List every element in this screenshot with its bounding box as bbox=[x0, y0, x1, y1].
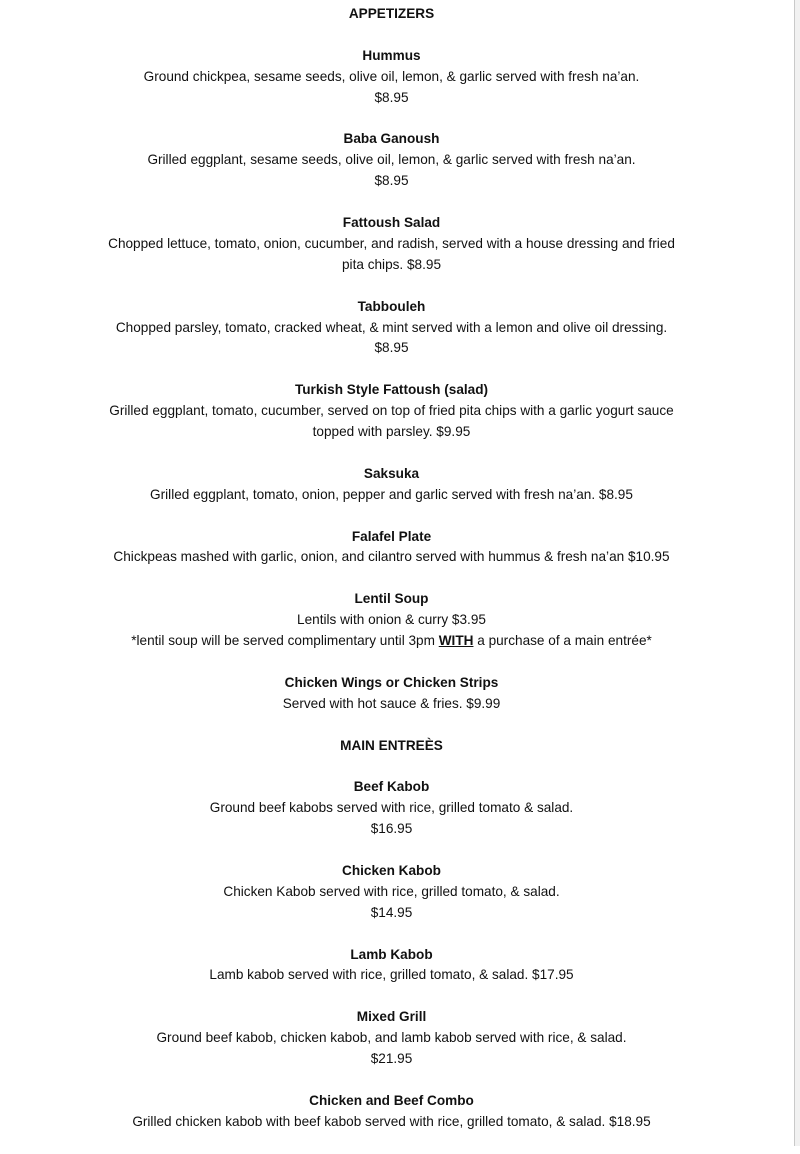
item-description: Chopped parsley, tomato, cracked wheat, & mint served with a lemon and olive oil dressing. bbox=[115, 319, 668, 335]
item-name: Tabbouleh bbox=[357, 298, 426, 314]
menu-item bbox=[0, 527, 783, 569]
item-description: $16.95 bbox=[370, 821, 413, 837]
menu-item bbox=[0, 464, 783, 506]
menu-item bbox=[0, 1091, 783, 1133]
item-name: Beef Kabob bbox=[353, 779, 430, 795]
item-description: Ground beef kabobs served with rice, grilled tomato & salad. bbox=[209, 800, 574, 816]
menu-item bbox=[0, 213, 783, 276]
menu-item bbox=[0, 589, 783, 652]
item-description: Chickpeas mashed with garlic, onion, and cilantro served with hummus & fresh na’an $10.95 bbox=[113, 549, 670, 565]
item-name: Chicken and Beef Combo bbox=[309, 1092, 474, 1108]
item-description: $14.95 bbox=[370, 904, 413, 920]
menu-item bbox=[0, 46, 783, 109]
note-text: a purchase of a main entrée* bbox=[473, 633, 652, 649]
section-title: MAIN ENTREÈS bbox=[340, 737, 443, 753]
item-description: Chicken Kabob served with rice, grilled tomato, & salad. bbox=[223, 883, 560, 899]
item-name: Chicken Wings or Chicken Strips bbox=[284, 674, 499, 690]
item-description: pita chips. $8.95 bbox=[342, 256, 441, 272]
menu-item bbox=[0, 1007, 783, 1070]
menu-item bbox=[0, 777, 783, 840]
item-description: Lentils with onion & curry $3.95 bbox=[297, 612, 486, 628]
page-edge bbox=[794, 0, 800, 1146]
item-description: Lamb kabob served with rice, grilled tomato, & salad. $17.95 bbox=[209, 967, 574, 983]
item-description: Chopped lettuce, tomato, onion, cucumber, and radish, served with a house dressing and fried bbox=[108, 235, 675, 251]
menu-item bbox=[0, 297, 783, 360]
item-description: $8.95 bbox=[374, 89, 409, 105]
item-description: Grilled eggplant, sesame seeds, olive oil, lemon, & garlic served with fresh na’an. bbox=[147, 152, 636, 168]
item-name: Turkish Style Fattoush (salad) bbox=[294, 382, 489, 398]
item-name: Falafel Plate bbox=[351, 528, 432, 544]
menu-item bbox=[0, 673, 783, 715]
item-description: $8.95 bbox=[374, 173, 409, 189]
menu-item bbox=[0, 861, 783, 924]
item-note bbox=[0, 631, 783, 652]
item-name: Lentil Soup bbox=[354, 591, 429, 607]
note-text: *lentil soup will be served complimentary until 3pm bbox=[131, 633, 439, 649]
item-description: Served with hot sauce & fries. $9.99 bbox=[282, 695, 501, 711]
section-title: APPETIZERS bbox=[348, 6, 435, 21]
item-name: Saksuka bbox=[363, 465, 420, 481]
item-description: $8.95 bbox=[374, 340, 409, 356]
menu-item bbox=[0, 380, 783, 443]
item-name: Fattoush Salad bbox=[342, 215, 441, 231]
item-description: $21.95 bbox=[370, 1051, 413, 1067]
item-name: Mixed Grill bbox=[356, 1009, 427, 1025]
item-name: Baba Ganoush bbox=[343, 131, 440, 147]
note-emphasis: WITH bbox=[438, 633, 474, 649]
item-name: Chicken Kabob bbox=[342, 862, 441, 878]
item-description: Ground chickpea, sesame seeds, olive oil, lemon, & garlic served with fresh na’an. bbox=[143, 68, 640, 84]
item-description: Grilled chicken kabob with beef kabob served with rice, grilled tomato, & salad. $18.95 bbox=[132, 1113, 651, 1129]
item-description: Ground beef kabob, chicken kabob, and lamb kabob served with rice, & salad. bbox=[156, 1030, 627, 1046]
menu-item bbox=[0, 945, 783, 987]
item-description: Grilled eggplant, tomato, cucumber, served on top of fried pita chips with a garlic yogurt sauce bbox=[109, 403, 674, 419]
item-description: topped with parsley. $9.95 bbox=[312, 424, 471, 440]
menu-item bbox=[0, 129, 783, 192]
item-description: Grilled eggplant, tomato, onion, pepper and garlic served with fresh na’an. $8.95 bbox=[150, 486, 633, 502]
menu-page bbox=[0, 4, 783, 1154]
item-name: Hummus bbox=[362, 47, 421, 63]
item-name: Lamb Kabob bbox=[350, 946, 433, 962]
